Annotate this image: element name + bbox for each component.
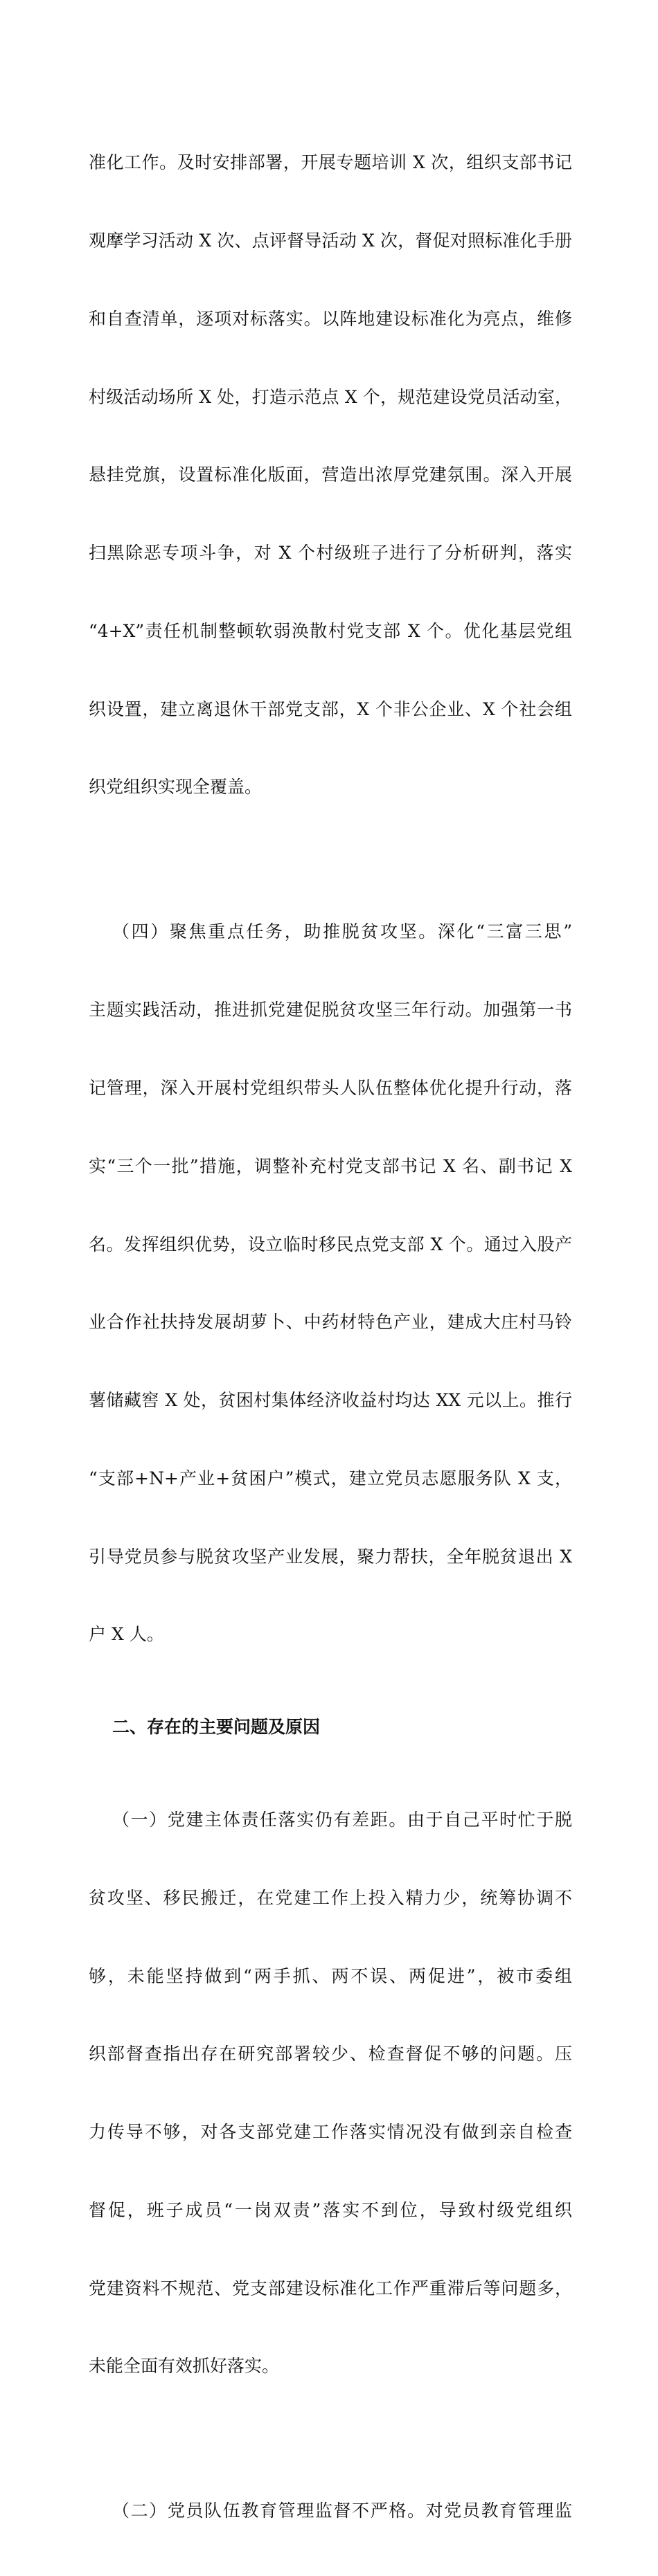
text-line: 主题实践活动，推进抓党建促脱贫攻坚三年行动。加强第一书: [89, 1000, 572, 1020]
text-line: 贫攻坚、移民搬迁，在党建工作上投入精力少，统筹协调不: [89, 1887, 572, 1908]
paragraph-standardization: [89, 98, 572, 852]
text-line: 准化工作。及时安排部署，开展专题培训 X 次，组织支部书记: [89, 152, 572, 173]
text-line: 织设置，建立离退休干部党支部，X 个非公企业、X 个社会组: [89, 699, 572, 719]
text-line: 未能全面有效抓好落实。: [89, 2356, 280, 2377]
text-line: （二）党员队伍教育管理监督不严格。对党员教育管理监: [112, 2501, 572, 2521]
text-line: （四）聚焦重点任务，助推脱贫攻坚。深化“三富三思”: [112, 921, 572, 942]
paragraph-responsibility-gap: [89, 1755, 572, 2431]
text-line: “支部+N+产业+贫困户”模式，建立党员志愿服务队 X 支，: [89, 1468, 572, 1488]
text-line: “4+X”责任机制整顿软弱涣散村党支部 X 个。优化基层党组: [89, 620, 572, 641]
text-line: 村级活动场所 X 处，打造示范点 X 个，规范建设党员活动室，: [89, 386, 572, 407]
text-line: 扫黑除恶专项斗争，对 X 个村级班子进行了分析研判，落实: [89, 543, 572, 564]
text-line: 和自查清单，逐项对标落实。以阵地建设标准化为亮点，维修: [89, 308, 572, 329]
text-line: 记管理，深入开展村党组织带头人队伍整体优化提升行动，落: [89, 1077, 572, 1098]
text-line: 力传导不够，对各支部党建工作落实情况没有做到亲自检查: [89, 2122, 572, 2143]
text-line: 名。发挥组织优势，设立临时移民点党支部 X 个。通过入股产: [89, 1234, 572, 1254]
text-line: （一）党建主体责任落实仍有差距。由于自己平时忙于脱: [112, 1810, 572, 1830]
text-line: 够，未能坚持做到“两手抓、两不误、两促进”，被市委组: [89, 1965, 572, 1986]
text-line: 督促，班子成员“一岗双责”落实不到位，导致村级党组织: [89, 2199, 572, 2220]
text-line: 党建资料不规范、党支部建设标准化工作严重滞后等问题多，: [89, 2278, 572, 2298]
text-line: 户 X 人。: [89, 1624, 164, 1645]
paragraph-member-management: [89, 2446, 572, 2576]
text-line: 织部督查指出存在研究部署较少、检查督促不够的问题。压: [89, 2044, 572, 2064]
section-heading: 二、存在的主要问题及原因: [112, 1717, 321, 1738]
text-line: 织党组织实现全覆盖。: [89, 777, 263, 798]
text-line: 薯储藏窖 X 处，贫困村集体经济收益村均达 XX 元以上。推行: [89, 1390, 572, 1411]
text-line: 悬挂党旗，设置标准化版面，营造出浓厚党建氛围。深入开展: [89, 465, 572, 485]
text-line: 实“三个一批”措施，调整补充村党支部书记 X 名、副书记 X: [89, 1155, 572, 1176]
text-line: 观摩学习活动 X 次、点评督导活动 X 次，督促对照标准化手册: [89, 230, 572, 251]
text-line: 引导党员参与脱贫攻坚产业发展，聚力帮扶，全年脱贫退出 X: [89, 1546, 572, 1567]
text-line: 业合作社扶持发展胡萝卜、中药材特色产业，建成大庄村马铃: [89, 1312, 572, 1333]
paragraph-poverty-alleviation: [89, 867, 572, 1700]
document-body: [89, 98, 572, 2576]
